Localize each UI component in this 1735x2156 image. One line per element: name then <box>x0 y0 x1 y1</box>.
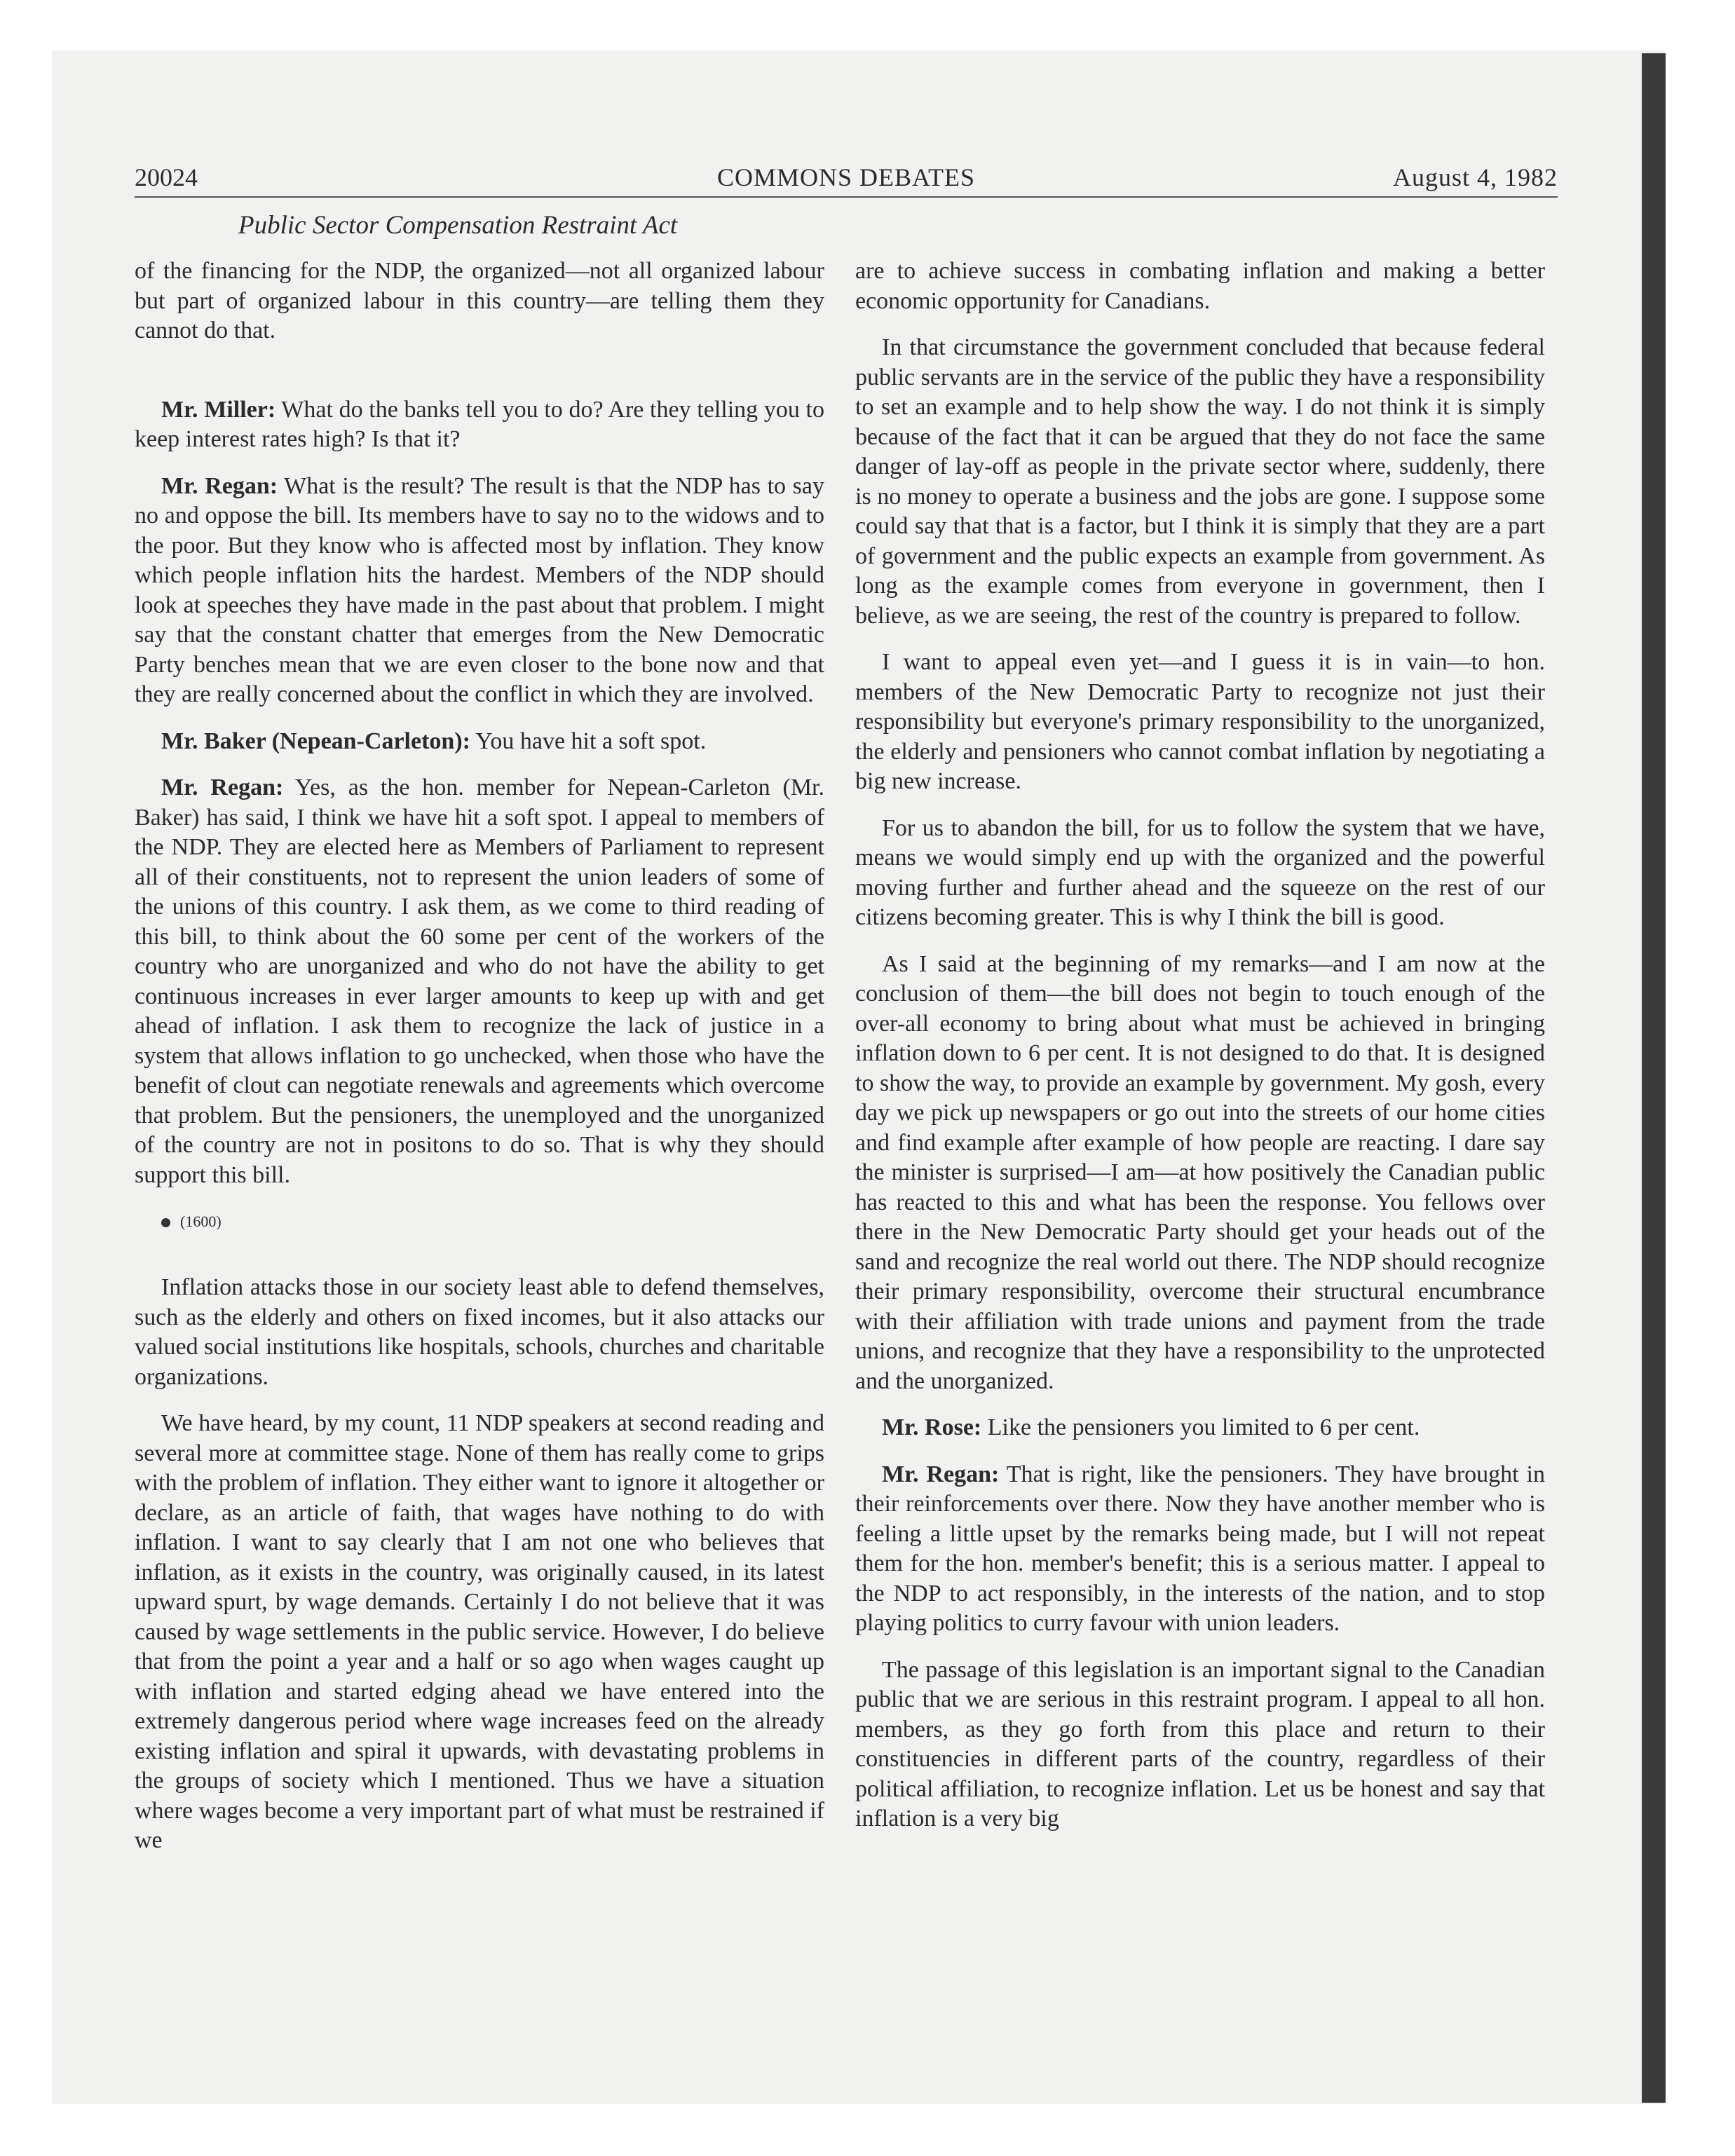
speech-paragraph <box>135 727 824 757</box>
speaker-name: Mr. Regan: <box>882 1461 1000 1487</box>
speaker-name: Mr. Miller: <box>161 396 276 423</box>
paragraph: The passage of this legislation is an important signal to the Canadian public that we are serious in this restraint program. I appeal to all hon. members, as they go forth from this place and return to their constituencies in different parts of the country, regardless of their political affiliation, to recognize inflation. Let us be honest and say that inflation is a very big <box>855 1656 1545 1831</box>
scan-edge-shadow <box>1642 53 1666 2103</box>
paragraph: As I said at the beginning of my remarks—and I am now at the conclusion of them—the bill does not begin to touch enough of the over-all economy to bring about what must be achieved in bringing inflation down to 6 per cent. It is not designed to do that. It is designed to show the way, to provide an example by government. My gosh, every day we pick up newspapers or go out into the streets of our home cities and find example after example of how people are reacting. I dare say the minister is surprised—I am—at how positively the Canadian public has reacted to this and what has been the response. You fellows over there in the New Democratic Party should get your heads out of the sand and recognize the real world out there. The NDP should recognize their primary responsibility, overcome their structural encumbrance with their affiliation with trade unions and payment from the trade unions, and recognize that they have a responsibility to the unprotected and the unorganized. <box>855 950 1545 1394</box>
journal-title: COMMONS DEBATES <box>716 163 976 191</box>
time-marker-text: (1600) <box>180 1213 222 1230</box>
speaker-name: Mr. Rose: <box>882 1414 982 1440</box>
speech-paragraph <box>135 773 824 1190</box>
running-subtitle: Public Sector Compensation Restraint Act <box>238 211 678 240</box>
speaker-name: Mr. Regan: <box>161 775 284 800</box>
left-column <box>135 257 824 1873</box>
paragraph: We have heard, by my count, 11 NDP speakers at second reading and several more at committee stage. None of them has really come to grips with the problem of inflation. They either want to ignore it altogether or declare, as an article of faith, that wages have nothing to do with inflation. I want to say clearly that I am not one who believes that inflation, as it exists in the country, was originally caused, in its latest upward spurt, by wage demands. Certainly I do not believe that it was caused by wage settlements in the public service. However, I do believe that from the point a year and a half or so ago when wages caught up with inflation and started edging ahead we have entered into the extremely dangerous period where wage increases feed on the already existing inflation and spiral it upwards, with devastating problems in the groups of society which I mentioned. Thus we have a situation where wages become a very important part of what must be restrained if we <box>135 1410 824 1853</box>
speech-text: Like the pensioners you limited to 6 per cent. <box>981 1414 1420 1440</box>
paragraph: are to achieve success in combating inflation and making a better economic opportunity for Canadians. <box>855 258 1545 314</box>
paragraph: I want to appeal even yet—and I guess it is in vain—to hon. members of the New Democratic Party to recognize not just their responsibility but everyone's primary responsibility to the unorganized, the elderly and pensioners who cannot combat inflation by negotiating a big new increase. <box>855 649 1545 794</box>
paragraph: For us to abandon the bill, for us to follow the system that we have, means we would simply end up with the organized and the powerful moving further and further ahead and the squeeze on the rest of our citizens becoming greater. This is why I think the bill is good. <box>855 814 1545 930</box>
page-number: 20024 <box>135 163 198 191</box>
bullet-icon <box>161 1218 170 1227</box>
speech-text: What is the result? The result is that the NDP has to say no and oppose the bill. Its members have to say no to the widows and to the poor. But they know who is affected most by inflation. They know which people inflation hits the hardest. Members of the NDP should look at speeches they have made in the past about that problem. I might say that the constant chatter that emerges from the New Democratic Party benches mean that we are even closer to the bone now and that they are really concerned about the conflict in which they are involved. <box>135 472 825 707</box>
speech-text: You have hit a soft spot. <box>470 728 707 754</box>
speaker-name: Mr. Baker (Nepean-Carleton): <box>161 728 470 754</box>
right-column <box>855 257 1545 1851</box>
speech-text: Yes, as the hon. member for Nepean-Carleton (Mr. Baker) has said, I think we have hit a soft spot. I appeal to members of the NDP. They are elected here as Members of Parliament to represent all of their constituents, not to represent the union leaders of some of the unions of this country. I ask them, as we come to third reading of this bill, to think about the 60 some per cent of the workers of the country who are unorganized and who do not have the ability to get continuous increases in ever larger amounts to keep up with and get ahead of inflation. I ask them to recognize the lack of justice in a system that allows inflation to go unchecked, when those who have the benefit of clout can negotiate renewals and agreements which overcome that problem. But the pensioners, the unemployed and the unorganized of the country are not in positons to do so. That is why they should support this bill. <box>135 775 824 1188</box>
paragraph: In that circumstance the government concluded that because federal public servants are in the service of the public they have a responsibility to set an example and to help show the way. I do not think it is simply because of the fact that it can be argued that they do not face the same danger of lay-off as people in the private sector where, suddenly, there is no money to operate a business and the jobs are gone. I suppose some could say that that is a factor, but I think it is simply that they are a part of government and the public expects an example from government. As long as the example comes from everyone in government, then I believe, as we are seeing, the rest of the country is prepared to follow. <box>855 334 1545 629</box>
speech-text: What do the banks tell you to do? Are they telling you to keep interest rates high? Is that it? <box>135 396 824 452</box>
speech-text: That is right, like the pensioners. They have brought in their reinforcements over there. Now they have another member who is feeling a little upset by the remarks being made, but I will not repeat them for the hon. member's benefit; this is a serious matter. I appeal to the NDP to act responsibly, in the interests of the nation, and to stop playing politics to curry favour with union leaders. <box>855 1461 1545 1636</box>
speech-paragraph <box>855 1413 1545 1443</box>
paragraph: Inflation attacks those in our society least able to defend themselves, such as the elderly and others on fixed incomes, but it also attacks our valued social institutions like hospitals, schools, churches and charitable organizations. <box>135 1274 824 1390</box>
speech-paragraph <box>135 472 824 710</box>
paragraph: of the financing for the NDP, the organized—not all organized labour but part of organized labour in this country—are telling them they cannot do that. <box>135 258 824 343</box>
speech-paragraph <box>135 395 824 455</box>
speaker-name: Mr. Regan: <box>161 472 278 499</box>
time-marker <box>135 1207 824 1256</box>
page-header <box>135 160 1558 198</box>
issue-date: August 4, 1982 <box>1392 163 1558 191</box>
speech-paragraph <box>855 1460 1545 1639</box>
